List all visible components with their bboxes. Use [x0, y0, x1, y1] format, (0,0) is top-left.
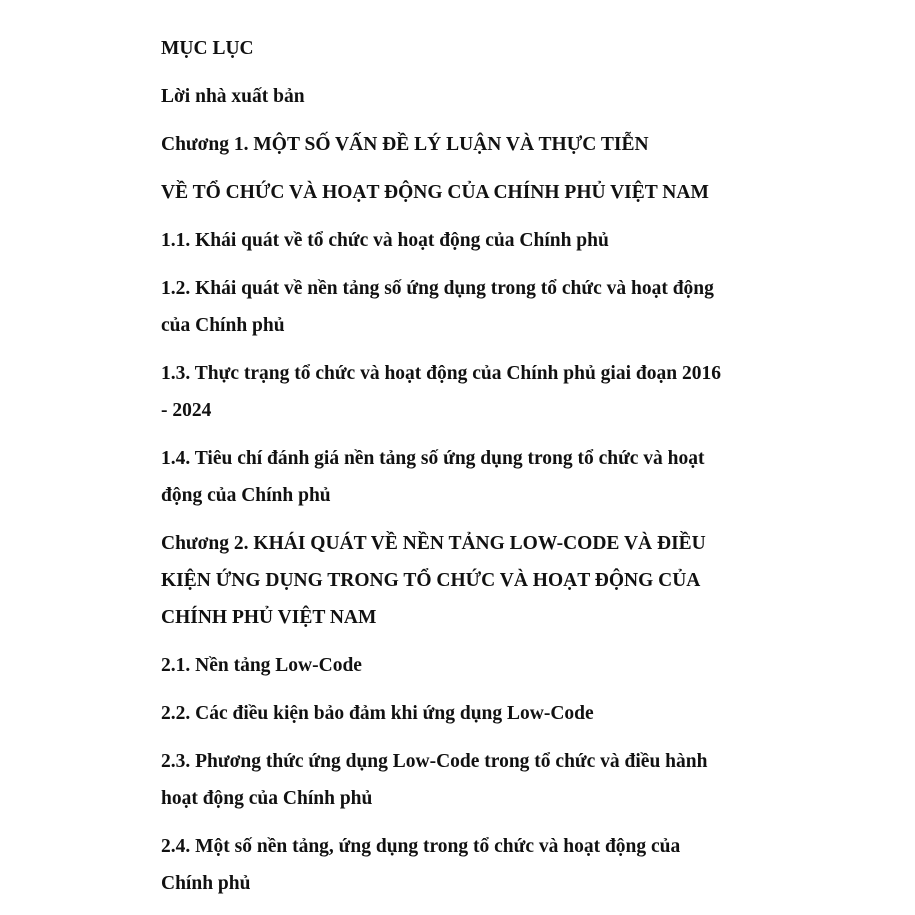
toc-entry-2-3-line-1: 2.3. Phương thức ứng dụng Low-Code trong tổ chức và điều hành [161, 751, 708, 772]
toc-entry-2-1: 2.1. Nền tảng Low-Code [161, 655, 362, 676]
toc-entry-chapter-2-line-1: Chương 2. KHÁI QUÁT VỀ NỀN TẢNG LOW-CODE VÀ ĐIỀU [161, 533, 706, 554]
toc-entry-1-4 [161, 440, 786, 514]
toc-entry-1-2-line-1: 1.2. Khái quát về nền tảng số ứng dụng trong tổ chức và hoạt động [161, 278, 714, 299]
toc-entry-1-2 [161, 270, 786, 344]
toc-entry-2-3-line-2: hoạt động của Chính phủ [161, 788, 373, 809]
toc-entry-2-4-line-1: 2.4. Một số nền tảng, ứng dụng trong tổ chức và hoạt động của [161, 836, 681, 857]
toc-entry-chapter-1-line-2: VỀ TỔ CHỨC VÀ HOẠT ĐỘNG CỦA CHÍNH PHỦ VIỆT NAM [161, 182, 709, 203]
toc-entry-2-4-line-2: Chính phủ [161, 873, 251, 894]
toc-entry-1-3-line-1: 1.3. Thực trạng tổ chức và hoạt động của Chính phủ giai đoạn 2016 [161, 363, 721, 384]
toc-entry-1-4-line-2: động của Chính phủ [161, 485, 331, 506]
toc-entry-1-1: 1.1. Khái quát về tổ chức và hoạt động của Chính phủ [161, 230, 609, 251]
toc-entry-1-2-line-2: của Chính phủ [161, 315, 285, 336]
toc-entry-2-2: 2.2. Các điều kiện bảo đảm khi ứng dụng Low-Code [161, 703, 594, 724]
toc-entry-chapter-2-line-2: KIỆN ỨNG DỤNG TRONG TỔ CHỨC VÀ HOẠT ĐỘNG CỦA [161, 570, 701, 591]
toc-entry-1-4-line-1: 1.4. Tiêu chí đánh giá nền tảng số ứng dụng trong tổ chức và hoạt [161, 448, 705, 469]
table-of-contents [161, 30, 786, 902]
toc-entry-1-3-line-2: - 2024 [161, 400, 212, 421]
toc-heading: MỤC LỤC [161, 38, 254, 59]
toc-entry-2-3 [161, 743, 786, 817]
toc-entry-1-3 [161, 355, 786, 429]
toc-entry-chapter-2-line-3: CHÍNH PHỦ VIỆT NAM [161, 607, 377, 628]
toc-entry-chapter-2 [161, 525, 786, 636]
toc-entry-preface: Lời nhà xuất bản [161, 86, 305, 107]
toc-entry-2-4 [161, 828, 786, 902]
toc-entry-chapter-1-line-1: Chương 1. MỘT SỐ VẤN ĐỀ LÝ LUẬN VÀ THỰC TIỄN [161, 134, 649, 155]
